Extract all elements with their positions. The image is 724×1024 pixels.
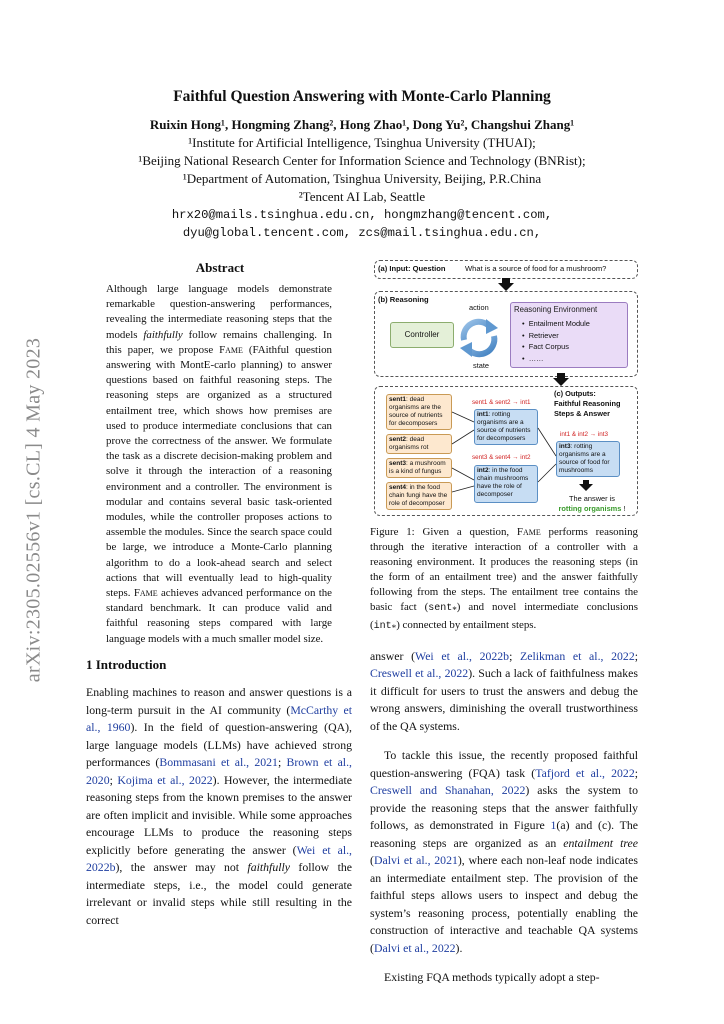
int1-node: int1: rotting organisms are a source of nutrients for decomposers (474, 409, 538, 445)
panel-b-label: (b) Reasoning (378, 295, 429, 304)
figure-1 (372, 258, 638, 518)
abstract-heading: Abstract (195, 260, 245, 275)
figure-ref-link[interactable]: 1 (550, 818, 557, 833)
arxiv-stamp: arXiv:2305.02556v1 [cs.CL] 4 May 2023 (22, 337, 45, 683)
right-column-body: answer (Wei et al., 2022b; Zelikman et al., 2022; Creswell et al., 2022). Such a lack of faithfulness makes it difficult for users to trust the answers and debug the wrong answers, diminishing the overall trustworthiness of the QA systems. To tackle this issue, the recently proposed faithful question-answering (FQA) task (Tafjord et al., 2022; Creswell and Shanahan, 2022) asks the system to provide the reasoning steps that the answer faithfully follows, as demonstrated in Figure 1(a) and (c). The reasoning steps are organized as an entailment tree (Dalvi et al., 2021), where each non-leaf node indicates an intermediate entailment step. The provision of the faithful steps allows users to inspect and debug the system’s reasoning process, potentially enabling the construction of interactive and teachable QA systems (Dalvi et al., 2022). Existing FQA methods typically adopt a step- (370, 648, 639, 984)
abstract-body: Although large language models demonstrate remarkable question-answering performances, revealing the intermediate reasoning steps that the models faithfully follow remains challenging. In this paper, we propose Fame (FAithful question answering with MontE-carlo planning) to answer questions based on faithful reasoning steps. The reasoning steps are organized as a structured entailment tree, which shows how premises are used to produce intermediate conclusions that can prove the correctness of the answer. We formulate the task as a discrete decision-making problem and solve it through the interaction of a reasoning environment and a controller. The environment is modular and contains several basic task-oriented modules, while the controller proposes actions to assemble the modules. Since the search space could be large, we introduce a Monte-Carlo planning algorithm to do a look-ahead search and select actions that will eventually lead to high-quality steps. Fame achieves advanced performance on the standard benchmark. It can produce valid and faithful reasoning steps compared with large language models with a much smaller model size. (106, 283, 333, 645)
author-list: Ruixin Hong¹, Hongming Zhang², Hong Zhao¹, Dong Yu², Changshui Zhang¹ (149, 117, 575, 132)
panel-c-label: (c) Outputs: Faithful Reasoning Steps & Answer (554, 389, 621, 418)
answer-text: The answer is rotting organisms ! (558, 494, 626, 513)
citation-link[interactable]: Wei et al., 2022b (415, 648, 510, 663)
step-1-label: sent1 & sent2 → int1 (472, 399, 531, 406)
email-line-1: hrx20@mails.tsinghua.edu.cn, hongmzhang@tencent.com, (171, 208, 553, 222)
environment-title: Reasoning Environment (514, 305, 598, 314)
int3-node: int3: rotting organisms are a source of food for mushrooms (556, 441, 620, 477)
question-text: What is a source of food for a mushroom? (465, 264, 607, 273)
citation-link[interactable]: Dalvi et al., 2022 (373, 940, 456, 955)
affiliation-4: ²Tencent AI Lab, Seattle (298, 189, 426, 204)
affiliation-2: ¹Beijing National Research Center for Information Science and Technology (BNRist); (138, 153, 586, 168)
figure-caption: Figure 1: Given a question, Fame performs reasoning through the iterative interaction of a controller with a reasoning environment. It produces the reasoning steps (in the form of an entailment tree) and the answer faithfully following from the steps. The entailment tree contains the basic fact (sent$_*$) and novel intermediate conclusions (int$_*$) connected by entailment steps. (370, 526, 638, 634)
sent3-node: sent3: a mushroom is a kind of fungus (386, 458, 452, 478)
citation-link[interactable]: McCarthy et al., 1960 (86, 702, 352, 734)
affiliation-3: ¹Department of Automation, Tsinghua University, Beijing, P.R.China (182, 171, 542, 186)
citation-link[interactable]: Dalvi et al., 2021 (373, 853, 458, 868)
citation-link[interactable]: Bommasani et al., 2021 (159, 755, 278, 769)
intro-heading: 1 Introduction (86, 657, 167, 672)
action-label: action (469, 303, 489, 312)
citation-link[interactable]: Zelikman et al., 2022 (520, 648, 635, 663)
citation-link[interactable]: Kojima et al., 2022 (117, 772, 213, 787)
citation-link[interactable]: Wei et al., 2022b (86, 842, 352, 874)
sent1-node: sent1: dead organisms are the source of nutrients for decomposers (386, 394, 452, 430)
affiliation-1: ¹Institute for Artificial Intelligence, Tsinghua University (THUAI); (188, 135, 536, 150)
state-label: state (473, 361, 490, 370)
down-arrow-icon (498, 278, 514, 291)
step-2-label: sent3 & sent4 → int2 (472, 454, 531, 461)
citation-link[interactable]: Creswell et al., 2022 (370, 666, 469, 681)
step-3-label: int1 & int2 → int3 (560, 431, 608, 438)
citation-link[interactable]: Brown et al., 2020 (86, 755, 352, 787)
controller-box: Controller (390, 322, 454, 348)
environment-items: • Entailment Module • Retriever • Fact Corpus • …… (522, 319, 590, 363)
email-line-2: dyu@global.tencent.com, zcs@mail.tsinghua.edu.cn, (182, 226, 542, 240)
down-arrow-icon (553, 373, 569, 386)
citation-link[interactable]: Creswell and Shanahan, 2022 (370, 783, 526, 798)
down-arrow-icon (579, 480, 593, 491)
citation-link[interactable]: Tafjord et al., 2022 (535, 765, 635, 780)
intro-body: Enabling machines to reason and answer questions is a long-term pursuit in the AI community (McCarthy et al., 1960). In the field of question-answering (QA), large language models (LLMs) have achieved strong performances (Bommasani et al., 2021; Brown et al., 2020; Kojima et al., 2022). However, the intermediate reasoning steps from the known premises to the answer are often implicit and invisible. While some approaches encourage LLMs to produce the reasoning steps explicitly before generating the answer (Wei et al., 2022b), the answer may not faithfully follow the intermediate steps, i.e., the model could generate irrelevant or invalid steps while still resulting in the correct (86, 685, 352, 927)
cycle-arrows-icon (456, 316, 502, 360)
sent4-node: sent4: in the food chain fungi have the role of decomposer (386, 482, 452, 510)
int2-node: int2: in the food chain mushrooms have the role of decomposer (474, 465, 538, 503)
sent2-node: sent2: dead organisms rot (386, 434, 452, 454)
panel-a-label: (a) Input: Question (378, 264, 446, 273)
paper-title: Faithful Question Answering with Monte-Carlo Planning (173, 88, 551, 105)
